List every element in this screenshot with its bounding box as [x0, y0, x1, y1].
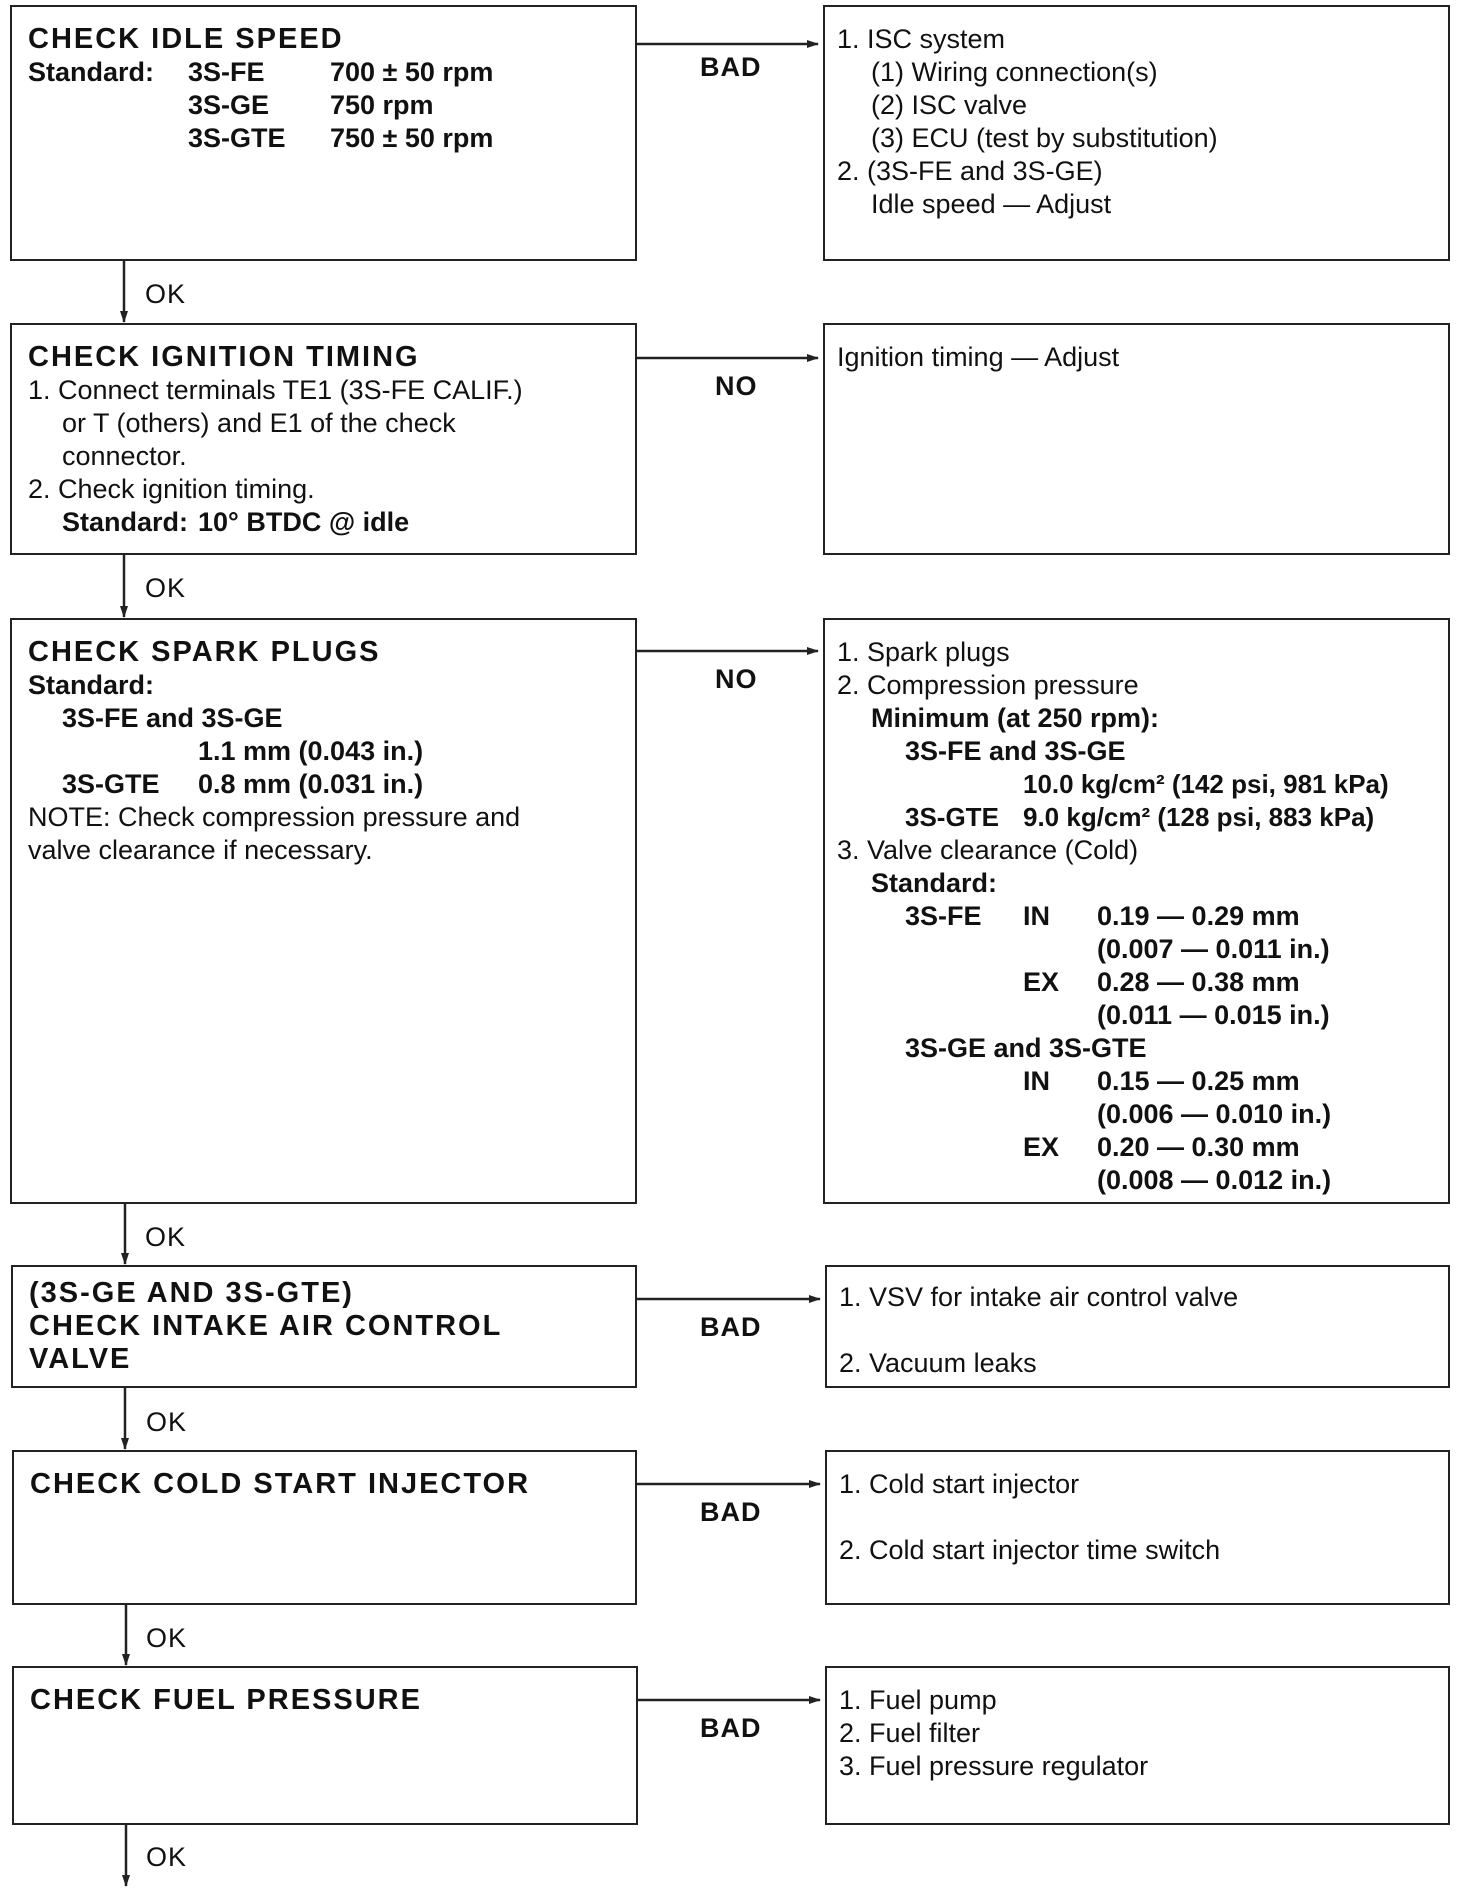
- idle-speed-result-box: 1. ISC system (1) Wiring connection(s) (2) ISC valve (3) ECU (test by substitution) 2. (3S-FE and 3S-GE) Idle speed — Adjust: [823, 5, 1450, 261]
- intake-air-result-box: 1. VSV for intake air control valve 2. Vacuum leaks: [825, 1265, 1450, 1388]
- branch-label-no: NO: [715, 371, 758, 401]
- branch-label-ok: OK: [146, 1842, 188, 1872]
- spark-plugs-result-box: 1. Spark plugs 2. Compression pressure Minimum (at 250 rpm): 3S-FE and 3S-GE 10.0 kg/cm² (142 psi, 981 kPa) 3S-GTE 9.0 kg/cm² (128 psi, 883 kPa) 3. Valve clearance (Cold) Standard: 3S-FE IN 0.19 — 0.29 mm (0.007 — 0.011 in.) EX 0.28 — 0.38 mm (0.011 — 0.015 in.) 3S-GE and 3S-GTE IN 0.15 — 0.25 mm (0.006 — 0.010 in.) EX 0.20 — 0.30 mm (0.008 — 0.012 in.): [823, 618, 1450, 1204]
- branch-label-bad: BAD: [700, 52, 762, 82]
- branch-label-ok: OK: [145, 279, 187, 309]
- check-ignition-timing-box: CHECK IGNITION TIMING 1. Connect terminals TE1 (3S-FE CALIF.) or T (others) and E1 of the check connector. 2. Check ignition timing. Standard: 10° BTDC @ idle: [10, 323, 637, 555]
- check-idle-speed-box: [10, 5, 637, 261]
- step-title: VALVE: [29, 1343, 132, 1375]
- branch-label-no: NO: [715, 664, 758, 694]
- step-title: CHECK INTAKE AIR CONTROL: [29, 1310, 503, 1342]
- cold-start-result-box: 1. Cold start injector 2. Cold start injector time switch: [825, 1450, 1450, 1605]
- check-intake-air-control-valve-box: [11, 1265, 637, 1388]
- fuel-pressure-result-box: 1. Fuel pump 2. Fuel filter 3. Fuel pressure regulator: [825, 1666, 1450, 1825]
- check-fuel-pressure-box: [12, 1666, 638, 1825]
- branch-label-ok: OK: [145, 1222, 187, 1252]
- branch-label-ok: OK: [146, 1407, 188, 1437]
- step-title: CHECK COLD START INJECTOR: [30, 1468, 531, 1500]
- step-title: CHECK SPARK PLUGS: [28, 636, 381, 668]
- check-cold-start-injector-box: [12, 1450, 637, 1605]
- spec-row: Standard: 3S-FE 700 ± 50 rpm: [28, 57, 494, 87]
- branch-label-bad: BAD: [700, 1312, 762, 1342]
- spec-row: 3S-GTE 750 ± 50 rpm: [188, 123, 494, 153]
- spec-row: 3S-GE 750 rpm: [188, 90, 434, 120]
- step-title: CHECK IGNITION TIMING: [28, 341, 420, 373]
- step-title: CHECK FUEL PRESSURE: [30, 1684, 422, 1716]
- branch-label-bad: BAD: [700, 1497, 762, 1527]
- step-title: CHECK IDLE SPEED: [28, 23, 344, 55]
- branch-label-ok: OK: [146, 1623, 188, 1653]
- branch-label-bad: BAD: [700, 1713, 762, 1743]
- step-title: (3S-GE AND 3S-GTE): [29, 1277, 354, 1309]
- ignition-timing-result-box: Ignition timing — Adjust: [823, 323, 1450, 555]
- check-spark-plugs-box: CHECK SPARK PLUGS Standard: 3S-FE and 3S-GE 1.1 mm (0.043 in.) 3S-GTE 0.8 mm (0.031 in.) NOTE: Check compression pressure and valve clearance if necessary.: [10, 618, 637, 1204]
- branch-label-ok: OK: [145, 573, 187, 603]
